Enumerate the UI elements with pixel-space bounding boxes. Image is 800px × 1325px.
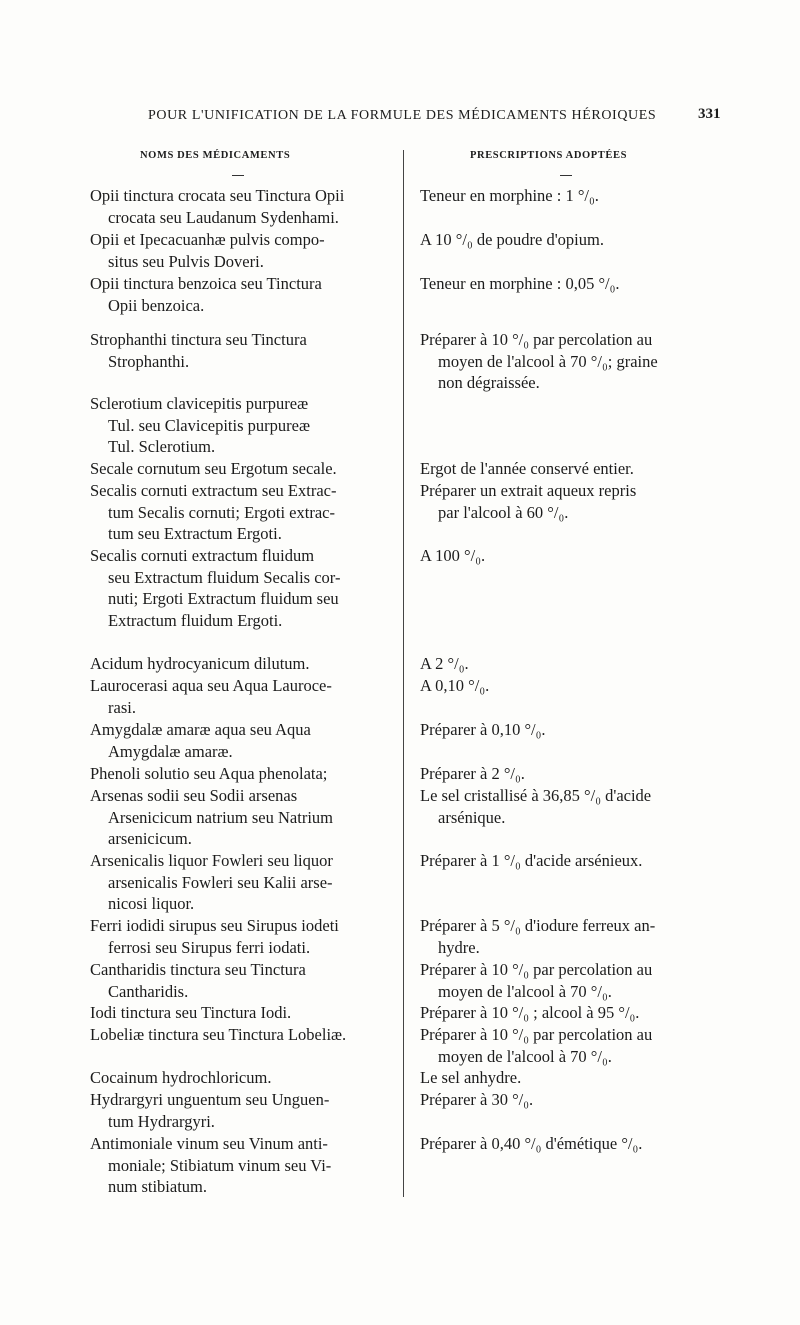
name-entry: [90, 915, 339, 958]
prescription-entry: [420, 329, 658, 394]
entry-line: moyen de l'alcool à 70 °/₀; graine: [438, 351, 658, 371]
name-entry: [90, 785, 333, 850]
entry-line: moyen de l'alcool à 70 °/₀.: [438, 1046, 612, 1066]
name-entry: [90, 1024, 346, 1046]
prescription-entry: [420, 653, 469, 675]
entry-line: Opii tinctura benzoica seu Tinctura: [90, 274, 322, 293]
name-entry: [90, 959, 306, 1002]
prescription-entry: [420, 229, 604, 251]
prescription-entry: [420, 1024, 652, 1067]
entry-line: tum seu Extractum Ergoti.: [108, 524, 282, 543]
column-divider: [403, 150, 404, 1197]
entry-line: Secalis cornuti extractum fluidum: [90, 546, 315, 565]
entry-line: Préparer à 10 °/₀ par percolation au: [420, 960, 653, 979]
entry-line: par l'alcool à 60 °/₀.: [438, 502, 569, 522]
prescriptions-heading-rule: [560, 175, 572, 176]
entry-line: A 100 °/₀.: [420, 546, 486, 565]
entry-line: Cantharidis.: [108, 981, 189, 1001]
entry-line: Opii tinctura crocata seu Tinctura Opii: [90, 186, 345, 205]
names-heading-rule: [232, 175, 244, 176]
name-entry: [90, 329, 307, 372]
entry-line: Amygdalæ amaræ.: [108, 741, 233, 761]
prescriptions-column-heading: PRESCRIPTIONS ADOPTÉES: [470, 150, 628, 161]
prescription-entry: [420, 1089, 533, 1111]
name-entry: [90, 393, 310, 458]
entry-line: Le sel anhydre.: [420, 1068, 522, 1087]
entry-line: Tul. Sclerotium.: [108, 437, 216, 456]
entry-line: A 0,10 °/₀.: [420, 676, 490, 695]
entry-line: nicosi liquor.: [108, 894, 195, 913]
name-entry: [90, 763, 327, 785]
entry-line: Phenoli solutio seu Aqua phenolata;: [90, 764, 328, 783]
entry-line: Arsenicalis liquor Fowleri seu liquor: [90, 851, 333, 870]
entry-line: Secalis cornuti extractum seu Extrac-: [90, 481, 337, 500]
entry-line: Ergot de l'année conservé entier.: [420, 459, 634, 478]
entry-line: Cantharidis tinctura seu Tinctura: [90, 960, 306, 979]
prescription-entry: [420, 675, 489, 697]
entry-line: Arsenas sodii seu Sodii arsenas: [90, 786, 298, 805]
entry-line: Acidum hydrocyanicum dilutum.: [90, 654, 310, 673]
prescription-entry: [420, 273, 620, 295]
entry-line: Cocainum hydrochloricum.: [90, 1068, 272, 1087]
prescription-entry: [420, 1133, 642, 1155]
entry-line: Iodi tinctura seu Tinctura Iodi.: [90, 1003, 292, 1022]
entry-line: Préparer à 0,10 °/₀.: [420, 720, 546, 739]
entry-line: Strophanthi.: [108, 351, 190, 371]
name-entry: [90, 1133, 331, 1198]
prescription-entry: [420, 850, 642, 872]
entry-line: Teneur en morphine : 0,05 °/₀.: [420, 274, 620, 293]
name-entry: [90, 545, 340, 631]
running-title: POUR L'UNIFICATION DE LA FORMULE DES MÉDICAMENTS HÉROIQUES: [148, 108, 657, 123]
entry-line: non dégraissée.: [438, 373, 540, 392]
prescription-entry: [420, 545, 485, 567]
entry-line: Préparer à 10 °/₀ ; alcool à 95 °/₀.: [420, 1003, 640, 1022]
prescription-entry: [420, 959, 652, 1002]
entry-line: A 2 °/₀.: [420, 654, 469, 673]
entry-line: arsénique.: [438, 807, 506, 827]
name-entry: [90, 458, 337, 480]
name-entry: [90, 719, 311, 762]
name-entry: [90, 653, 310, 675]
entry-line: Antimoniale vinum seu Vinum anti-: [90, 1134, 328, 1153]
prescription-entry: [420, 785, 651, 828]
entry-line: Préparer à 30 °/₀.: [420, 1090, 534, 1109]
prescription-entry: [420, 719, 546, 741]
entry-line: rasi.: [108, 697, 136, 717]
entry-line: ferrosi seu Sirupus ferri iodati.: [108, 937, 311, 957]
names-column-heading: NOMS DES MÉDICAMENTS: [140, 150, 291, 161]
entry-line: situs seu Pulvis Doveri.: [108, 251, 264, 271]
entry-line: Arsenicicum natrium seu Natrium: [108, 807, 333, 827]
entry-line: Sclerotium clavicepitis purpureæ: [90, 394, 309, 413]
entry-line: arsenicalis Fowleri seu Kalii arse-: [108, 872, 333, 892]
prescription-entry: [420, 915, 655, 958]
entry-line: moyen de l'alcool à 70 °/₀.: [438, 981, 612, 1001]
entry-line: Strophanthi tinctura seu Tinctura: [90, 330, 307, 349]
entry-line: Préparer à 10 °/₀ par percolation au: [420, 1025, 653, 1044]
entry-line: Le sel cristallisé à 36,85 °/₀ d'acide: [420, 786, 652, 805]
name-entry: [90, 273, 322, 316]
entry-line: Teneur en morphine : 1 °/₀.: [420, 186, 599, 205]
prescription-entry: [420, 1067, 521, 1089]
entry-line: Préparer à 5 °/₀ d'iodure ferreux an-: [420, 916, 656, 935]
entry-line: hydre.: [438, 937, 480, 957]
entry-line: arsenicicum.: [108, 829, 192, 848]
entry-line: Ferri iodidi sirupus seu Sirupus iodeti: [90, 916, 339, 935]
entry-line: num stibiatum.: [108, 1177, 207, 1196]
prescription-entry: [420, 458, 634, 480]
prescription-entry: [420, 763, 525, 785]
name-entry: [90, 1002, 291, 1024]
entry-line: Hydrargyri unguentum seu Unguen-: [90, 1090, 330, 1109]
entry-line: crocata seu Laudanum Sydenhami.: [108, 207, 339, 227]
entry-line: Préparer à 0,40 °/₀ d'émétique °/₀.: [420, 1134, 643, 1153]
name-entry: [90, 675, 332, 718]
entry-line: Extractum fluidum Ergoti.: [108, 610, 283, 630]
name-entry: [90, 480, 337, 545]
entry-line: Opii et Ipecacuanhæ pulvis compo-: [90, 230, 325, 249]
entry-line: Amygdalæ amaræ aqua seu Aqua: [90, 720, 311, 739]
name-entry: [90, 850, 333, 915]
entry-line: seu Extractum fluidum Secalis cor-: [108, 567, 341, 587]
entry-line: tum Secalis cornuti; Ergoti extrac-: [108, 502, 335, 522]
name-entry: [90, 1089, 329, 1132]
entry-line: Lobeliæ tinctura seu Tinctura Lobeliæ.: [90, 1025, 347, 1044]
entry-line: Préparer à 1 °/₀ d'acide arsénieux.: [420, 851, 643, 870]
prescription-entry: [420, 480, 636, 523]
entry-line: Préparer à 10 °/₀ par percolation au: [420, 330, 653, 349]
entry-line: A 10 °/₀ de poudre d'opium.: [420, 230, 604, 249]
entry-line: Secale cornutum seu Ergotum secale.: [90, 459, 337, 478]
entry-line: moniale; Stibiatum vinum seu Vi-: [108, 1155, 332, 1175]
entry-line: Préparer à 2 °/₀.: [420, 764, 525, 783]
page-number: 331: [698, 106, 721, 122]
name-entry: [90, 229, 325, 272]
entry-line: Préparer un extrait aqueux repris: [420, 481, 637, 500]
entry-line: Laurocerasi aqua seu Aqua Lauroce-: [90, 676, 332, 695]
prescription-entry: [420, 185, 599, 207]
entry-line: tum Hydrargyri.: [108, 1111, 215, 1131]
entry-line: nuti; Ergoti Extractum fluidum seu: [108, 589, 339, 608]
name-entry: [90, 185, 344, 228]
entry-line: Tul. seu Clavicepitis purpureæ: [108, 415, 310, 435]
entry-line: Opii benzoica.: [108, 295, 205, 315]
name-entry: [90, 1067, 271, 1089]
prescription-entry: [420, 1002, 639, 1024]
